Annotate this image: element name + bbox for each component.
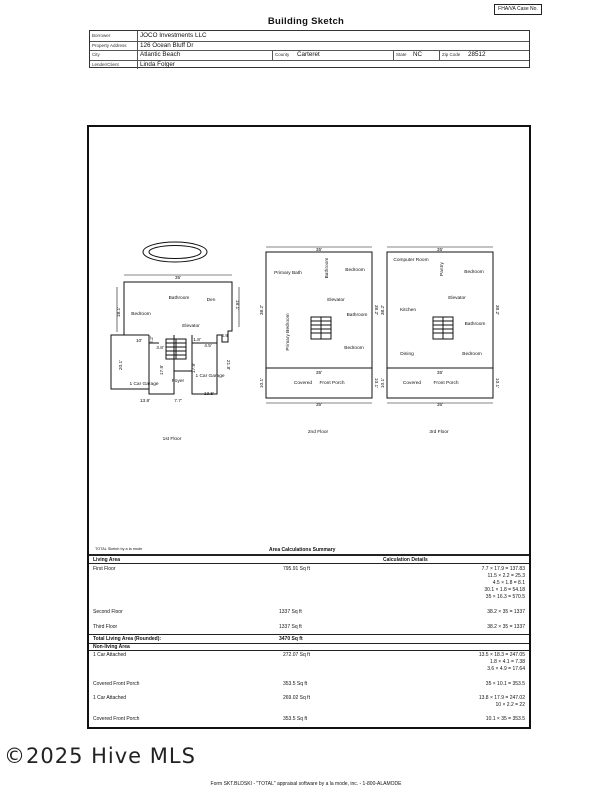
f3-room-elevator: Elevator <box>448 296 466 301</box>
garage-1-area: 272.07 Sq ft <box>283 652 310 658</box>
garage-1-name: 1 Car Attached <box>93 652 127 658</box>
garage-2-calc-1: 13.8 × 17.9 = 247.02 <box>478 695 525 701</box>
f1-room-den: Den <box>206 298 216 303</box>
f2-caption: 2nd Floor <box>307 430 329 435</box>
f3-right-dim: 38.2' <box>494 304 499 316</box>
lender-value: Linda Folger <box>140 60 176 68</box>
lender-label: Lender/Client <box>92 61 119 67</box>
porch-2-calc: 10.1 × 35 = 353.5 <box>485 716 525 722</box>
f3-left-dim: 38.2' <box>381 304 386 316</box>
f1-dim-3-8: 3.8' <box>156 346 164 351</box>
property-value: 126 Ocean Bluff Dr <box>140 41 194 49</box>
floor-plan-sketch <box>89 127 529 552</box>
garage-1-calc-3: 3.6 × 4.9 = 17.64 <box>487 666 525 672</box>
case-number-box: FHA/VA Case No. <box>494 4 542 15</box>
f2-room-elevator: Elevator <box>327 298 345 303</box>
f3-room-pantry: Pantry <box>440 262 445 276</box>
borrower-label: Borrower <box>92 33 111 38</box>
porch-2-area: 353.5 Sq ft <box>283 716 308 722</box>
state-value: NC <box>413 51 423 58</box>
f2-room-bathroom-mid: Bathroom <box>346 313 368 318</box>
f3-room-bedroom-bottom: Bedroom <box>462 352 482 357</box>
third-floor-calc: 38.2 × 35 = 1337 <box>487 624 525 630</box>
f3-room-dining: Dining <box>400 352 414 357</box>
f1-right-dim: 18.1' <box>234 299 239 311</box>
f1-room-bathroom: Bathroom <box>168 296 190 301</box>
porch-1-calc: 35 × 10.1 = 353.5 <box>485 681 525 687</box>
f1-room-bedroom: Bedroom <box>131 312 151 317</box>
living-area-header: Living Area <box>93 557 121 563</box>
f3-top-dim: 35' <box>436 248 444 253</box>
first-floor-calc-2: 11.5 × 2.2 = 25.3 <box>487 573 525 579</box>
f1-top-dim: 35' <box>174 276 182 281</box>
total-living-label: Total Living Area (Rounded): <box>93 636 162 642</box>
property-label: Property Address <box>92 42 127 48</box>
f3-porch-right: 10.1' <box>494 377 499 389</box>
f2-right-dim: 38.2' <box>373 304 378 316</box>
city-value: Atlantic Beach <box>140 51 181 58</box>
first-floor-name: First Floor <box>93 566 116 572</box>
third-floor-area: 1337 Sq ft <box>279 624 302 630</box>
garage-1-calc-2: 1.8 × 4.1 = 7.38 <box>489 659 525 665</box>
f1-room-garage-right: 1 Car Garage <box>195 374 225 379</box>
f3-room-bedroom-top: Bedroom <box>464 270 484 275</box>
f1-bottom-dim-3: 13.5' <box>203 392 215 397</box>
mls-watermark: ©2025 Hive MLS <box>4 744 196 768</box>
garage-2-name: 1 Car Attached <box>93 695 127 701</box>
area-calculations-summary <box>89 547 529 727</box>
f1-dim-17-9a: 17.9' <box>160 364 165 376</box>
f1-bottom-dim-1: 13.8' <box>139 399 151 404</box>
f1-right-lower-dim: 21.8' <box>225 359 230 371</box>
page-title: Building Sketch <box>267 16 345 27</box>
f1-room-elevator: Elevator <box>182 324 200 329</box>
f2-room-primary-bath: Primary Bath <box>274 271 302 276</box>
lender-row <box>90 60 529 70</box>
second-floor-area: 1337 Sq ft <box>279 609 302 615</box>
sketch-note: TOTAL Sketch by a la mode <box>95 547 143 551</box>
f1-room-garage-left: 1 Car Garage <box>129 382 159 387</box>
state-label: State <box>396 52 407 57</box>
calc-title: Area Calculations Summary <box>269 547 336 553</box>
f3-room-bathroom: Bathroom <box>464 322 486 327</box>
city-label: City <box>92 52 100 57</box>
first-floor-area: 795.91 Sq ft <box>283 566 310 572</box>
f2-porch-left: 10.1' <box>260 377 265 389</box>
f1-room-foyer: Foyer <box>171 379 185 384</box>
f2-room-bathroom-top: Bathroom <box>325 257 330 279</box>
second-floor-name: Second Floor <box>93 609 123 615</box>
f2-room-primary-bedroom: Primary Bedroom <box>286 313 291 351</box>
first-floor-calc-3: 4.5 × 1.8 = 8.1 <box>492 580 525 586</box>
f2-room-bedroom-top: Bedroom <box>345 268 365 273</box>
garage-2-area: 269.02 Sq ft <box>283 695 310 701</box>
f2-porch-right: 10.1' <box>373 377 378 389</box>
f3-mid-dim: 35' <box>436 371 444 376</box>
second-floor-calc: 38.2 × 35 = 1337 <box>487 609 525 615</box>
garage-2-calc-2: 10 × 2.2 = 22 <box>495 702 525 708</box>
f3-room-front-porch: Front Porch <box>433 381 459 386</box>
first-floor-calc-5: 35 × 16.3 = 570.5 <box>485 594 525 600</box>
property-header-table <box>89 30 530 68</box>
f2-left-dim: 38.2' <box>260 304 265 316</box>
f2-mid-dim: 35' <box>315 371 323 376</box>
f1-left-lower-dim: 20.1' <box>119 359 124 371</box>
f3-caption: 3rd Floor <box>429 430 449 435</box>
borrower-value: JOCO Investments LLC <box>140 32 207 39</box>
county-value: Carteret <box>297 51 320 58</box>
f2-room-covered: Covered <box>293 381 313 386</box>
f3-room-covered: Covered <box>402 381 422 386</box>
f1-caption: 1st Floor <box>162 437 182 442</box>
f3-bottom-dim: 35' <box>436 403 444 408</box>
zip-label: Zip Code <box>442 52 461 57</box>
porch-2-name: Covered Front Porch <box>93 716 140 722</box>
county-label: County <box>275 52 290 57</box>
f2-bottom-dim: 35' <box>315 403 323 408</box>
form-footer: Form SKT.BLDSKI - "TOTAL" appraisal software by a la mode, inc. - 1-800-ALAMODE <box>210 781 402 787</box>
f3-porch-left: 10.1' <box>381 377 386 389</box>
f1-dim-1-8: 1.8' <box>193 338 201 343</box>
f1-left-dim: 18.1' <box>117 306 122 318</box>
zip-value: 28512 <box>468 51 486 58</box>
f1-dim-17-9b: 17.9' <box>192 362 197 374</box>
f1-dim-2-2: 2.2' <box>150 336 155 344</box>
first-floor-calc-4: 30.1 × 1.8 = 54.18 <box>484 587 525 593</box>
f2-room-bedroom-bottom: Bedroom <box>344 346 364 351</box>
third-floor-name: Third Floor <box>93 624 118 630</box>
calc-details-header: Calculation Details <box>383 557 428 563</box>
f3-room-kitchen: Kitchen <box>400 308 416 313</box>
nonliving-header: Non-living Area <box>93 644 130 650</box>
f1-dim-4-5: 4.5' <box>204 344 212 349</box>
garage-1-calc-1: 13.5 × 18.3 = 247.05 <box>478 652 525 658</box>
first-floor-calc-1: 7.7 × 17.9 = 137.83 <box>481 566 525 572</box>
porch-1-name: Covered Front Porch <box>93 681 140 687</box>
f2-room-front-porch: Front Porch <box>319 381 345 386</box>
f1-dim-10: 10' <box>135 339 143 344</box>
f1-bottom-dim-2: 7.7' <box>174 399 182 404</box>
f1-dim-4-9: 4.9' <box>221 334 229 339</box>
f3-room-computer-room: Computer Room <box>393 258 429 263</box>
f2-top-dim: 35' <box>315 248 323 253</box>
total-living-value: 3470 Sq ft <box>279 636 303 642</box>
porch-1-area: 353.5 Sq ft <box>283 681 308 687</box>
